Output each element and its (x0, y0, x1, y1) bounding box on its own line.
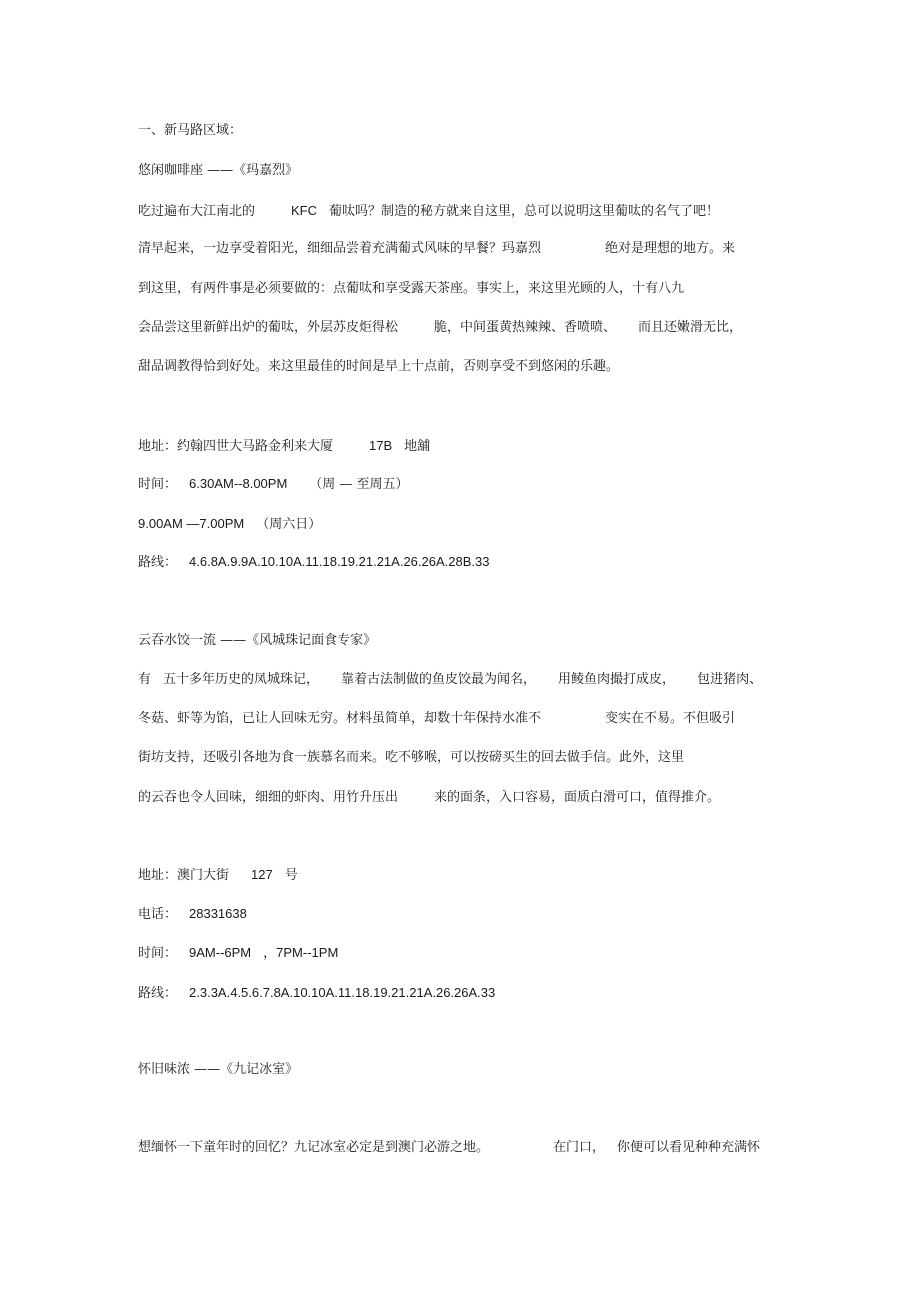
time-line: 时间： 9AM--6PM ，7PM--1PM (138, 945, 339, 961)
venue-title: 云吞水饺一流 ——《风城珠记面食专家》 (138, 633, 377, 648)
paragraph-line: 有 五十多年历史的凤城珠记， 靠着古法制做的鱼皮饺最为闻名， 用鲮鱼肉撮打成皮， 包进猪肉、 (138, 672, 763, 687)
section-heading: 一、新马路区域： (138, 123, 243, 138)
paragraph-line: 冬菇、虾等为馅，已让人回味无穷。材料虽简单，却数十年保持水准不 变实在不易。不但吸引 (138, 711, 736, 726)
venue-title: 怀旧味浓 ——《九记冰室》 (138, 1062, 299, 1077)
address-line: 地址：约翰四世大马路金利来大厦 17B 地舖 (138, 438, 431, 454)
phone-line: 电话： 28331638 (138, 906, 247, 922)
venue-title: 悠闲咖啡座 ——《玛嘉烈》 (138, 163, 299, 178)
paragraph-line: 会品尝这里新鲜出炉的葡呔，外层苏皮炬得松 脆，中间蛋黄热辣辣、香喷喷、 而且还嫩滑无比， (138, 320, 743, 335)
paragraph-line: 想缅怀一下童年时的回忆？九记冰室必定是到澳门必游之地。 在门口， 你便可以看见种种充满怀 (138, 1140, 761, 1155)
route-line: 路线： 4.6.8A.9.9A.10.10A.11.18.19.21.21A.26.26A.28B.33 (138, 554, 490, 570)
address-line: 地址：澳门大街 127 号 (138, 867, 298, 883)
route-line: 路线： 2.3.3A.4.5.6.7.8A.10.10A.11.18.19.21.21A.26.26A.33 (138, 985, 496, 1001)
paragraph-line: 甜品调教得恰到好处。来这里最佳的时间是早上十点前，否则享受不到悠闲的乐趣。 (138, 359, 620, 374)
time-line: 时间： 6.30AM--8.00PM （周 — 至周五） (138, 476, 409, 492)
time-line: 9.00AM —7.00PM （周六日） (138, 516, 322, 532)
paragraph-line: 到这里，有两件事是必须要做的：点葡呔和享受露天茶座。事实上，来这里光顾的人，十有八九 (138, 281, 685, 296)
paragraph-line: 清早起来，一边享受着阳光，细细品尝着充满葡式风味的早餐？玛嘉烈 绝对是理想的地方。来 (138, 241, 736, 256)
paragraph-line: 吃过遍布大江南北的 KFC 葡呔吗？制造的秘方就来自这里，总可以说明这里葡呔的名气了吧！ (138, 203, 720, 219)
paragraph-line: 的云吞也令人回味，细细的虾肉、用竹升压出 来的面条，入口容易，面质白滑可口，值得推介。 (138, 790, 721, 805)
paragraph-line: 街坊支持，还吸引各地为食一族慕名而来。吃不够喉，可以按磅买生的回去做手信。此外，这里 (138, 750, 685, 765)
